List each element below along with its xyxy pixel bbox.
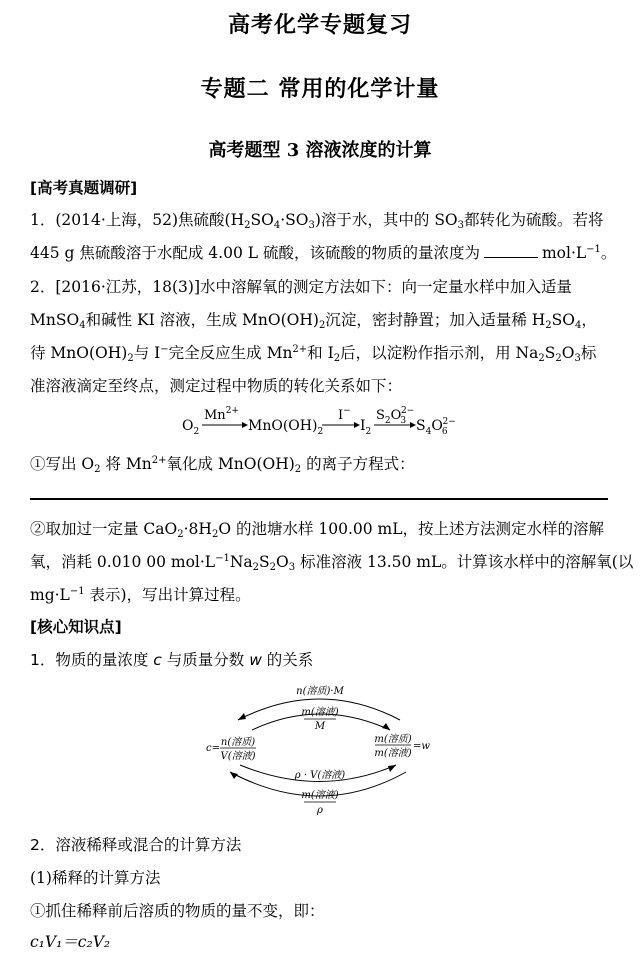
diagram-bottom-frac-den: ρ — [317, 805, 323, 816]
scheme-i2: $I_2$ — [360, 418, 372, 437]
diagram-left-eq: c= — [206, 743, 220, 754]
q2-line3: 待 $MnO(OH)_2$与 I−完全反应生成 $Mn^{2+}$和 $I_2$后，以淀粉作指示剂，用 $Na_2S_2O_3$标 — [30, 344, 597, 364]
scheme-mnooh: $MnO(OH)_2$ — [248, 418, 324, 437]
q2-part2-line1: ②取加过一定量 $CaO_2\cdot 8H_2O$ 的池塘水样 100.00 mL，按上述方法测定水样的溶解 — [30, 520, 605, 540]
k2-item1: ①抓住稀释前后溶质的物质的量不变，即： — [30, 902, 325, 920]
diagram-top-arrowhead-lower — [382, 723, 390, 730]
diagram-top-arrowhead-upper — [238, 713, 246, 720]
diagram-bottom-label: ρ · V(溶液) — [294, 770, 346, 781]
section-core-heading: [核心知识点] — [30, 618, 122, 636]
q2-part2-line3: $mg\cdot L^{-1}$ 表示)，写出计算过程。 — [30, 586, 251, 604]
scheme-s2o3-label: $S_2O32-$ — [376, 406, 415, 426]
k2-sub1: (1)稀释的计算方法 — [30, 869, 161, 887]
concentration-diagram — [200, 680, 440, 820]
scheme-mn-label: $Mn^{2+}$ — [204, 406, 239, 423]
k2-formula: c₁V₁＝c₂V₂ — [30, 933, 111, 951]
question-type-title: 高考题型 3 溶液浓度的计算 — [208, 140, 432, 161]
answer-line — [30, 498, 608, 500]
k2-heading: 2．溶液稀释或混合的计算方法 — [30, 836, 242, 854]
k1-heading: 1．物质的量浓度 c 与质量分数 w 的关系 — [30, 651, 314, 669]
scheme-s4o6: $S_4O62-$ — [416, 417, 456, 437]
diagram-left-den: V(溶液) — [220, 751, 256, 762]
q2-part1: ①写出 $O_2$ 将 $Mn^{2+}$氧化成 $MnO(OH)_2$ 的离子方程式： — [30, 455, 415, 475]
diagram-right-eq: =w — [413, 741, 430, 752]
q1-line1: 1．(2014·上海，52)焦硫酸$(H_2SO_4\cdot SO_3)$溶于水，其中的 $SO_3$都转化为硫酸。若将 — [30, 211, 604, 231]
section-exam-heading: [高考真题调研] — [30, 179, 138, 197]
q2-part2-line2: 氧，消耗 0.010 00 $mol\cdot L^{-1}Na_2S_2O_3$ 标准溶液 13.50 mL。计算该水样中的溶解氧(以 — [30, 553, 634, 573]
q1-line2: 445 g 焦硫酸溶于水配成 4.00 L 硫酸，该硫酸的物质的量浓度为 $mol\cdot L^{-1}$。 — [30, 244, 617, 262]
diagram-right-num: m(溶质) — [374, 734, 412, 745]
diagram-left-num: n(溶质) — [220, 737, 256, 748]
diagram-bottom-frac-num: m(溶液) — [301, 790, 339, 801]
diagram-top-frac-num: m(溶液) — [301, 707, 339, 718]
q2-line1: 2．[2016·江苏，18(3)]水中溶解氧的测定方法如下：向一定量水样中加入适量 — [30, 278, 573, 296]
main-title: 高考化学专题复习 — [227, 13, 412, 38]
answer-blank — [484, 245, 538, 258]
diagram-bottom-arrowhead-upper — [388, 765, 396, 772]
q2-line2: MnSO$_4$和碱性 KI 溶液，生成 $MnO(OH)_2$沉淀，密封静置；加入适量稀 $H_2SO_4$， — [30, 311, 597, 331]
scheme-iminus-label: I− — [338, 406, 351, 423]
diagram-top-frac-den: M — [314, 721, 326, 732]
scheme-o2: $O_2$ — [182, 418, 200, 437]
diagram-right-den: m(溶液) — [374, 748, 412, 759]
q2-line4: 准溶液滴定至终点，测定过程中物质的转化关系如下： — [30, 377, 403, 395]
reaction-scheme — [170, 402, 470, 442]
topic-title: 专题二 常用的化学计量 — [200, 77, 440, 102]
diagram-top-label: n(溶质)·M — [296, 686, 344, 697]
